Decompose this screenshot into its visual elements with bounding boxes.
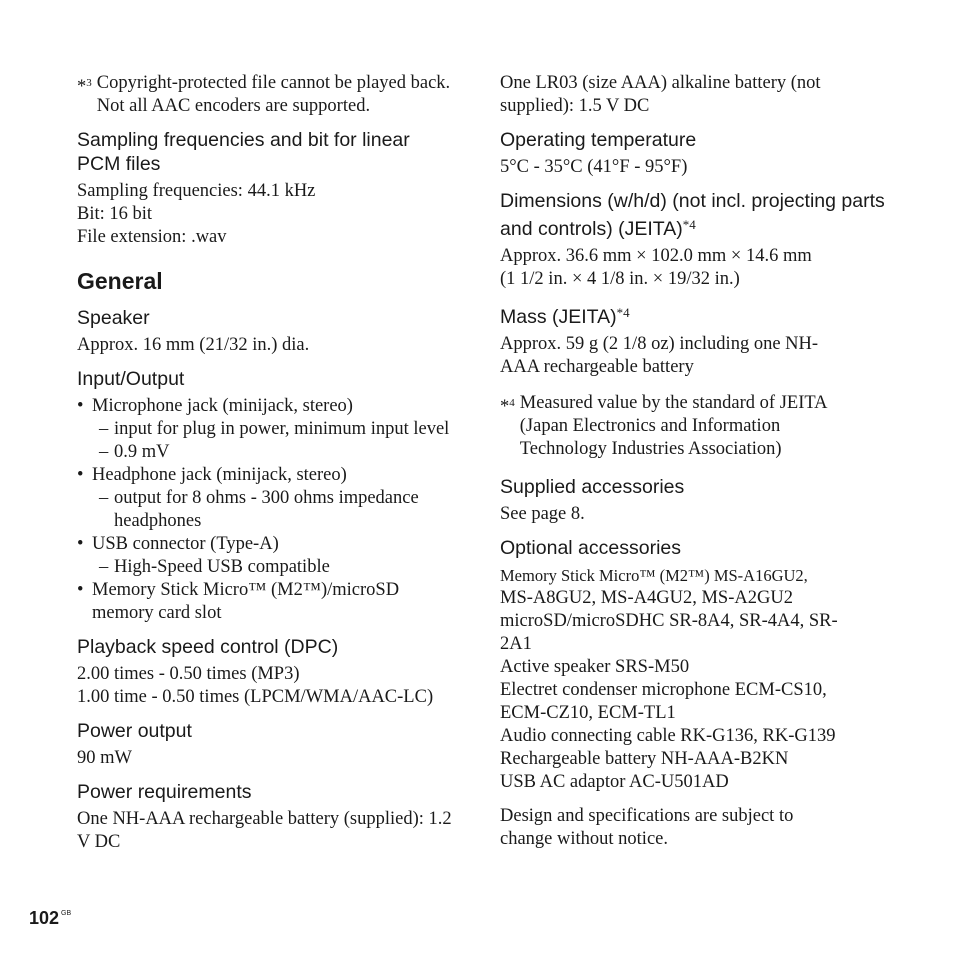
footnote-4	[500, 392, 890, 461]
power-output-heading: Power output	[77, 720, 192, 742]
power-output-text: 90 mW	[77, 748, 132, 768]
power-req-text: One NH-AAA rechargeable battery (supplied): 1.2 V DC	[77, 809, 452, 852]
footnote-mark: *$^4$	[500, 397, 515, 417]
io-subitem: – input for plug in power, minimum input level	[99, 418, 457, 441]
dimensions-line: Approx. 36.6 mm × 102.0 mm × 14.6 mm	[500, 246, 812, 266]
power-req-continued: One LR03 (size AAA) alkaline battery (not supplied): 1.5 V DC	[500, 73, 821, 116]
supplied-heading: Supplied accessories	[500, 476, 685, 498]
pcm-line: File extension: .wav	[77, 227, 227, 247]
optional-item: microSD/microSDHC SR-8A4, SR-4A4, SR-2A1	[500, 611, 838, 654]
footnote-mark: *$^3$	[77, 77, 92, 97]
speaker-text: Approx. 16 mm (21/32 in.) dia.	[77, 335, 310, 355]
right-column	[500, 70, 890, 851]
optional-list	[500, 564, 870, 794]
power-req-heading: Power requirements	[77, 781, 252, 803]
footnote-ref: *4	[616, 305, 630, 320]
dimensions-line: (1 1/2 in. × 4 1/8 in. × 19/32 in.)	[500, 269, 740, 289]
optional-item: Audio connecting cable RK-G136, RK-G139	[500, 726, 836, 746]
optional-item: USB AC adaptor AC-U501AD	[500, 772, 729, 792]
optional-item: Active speaker SRS-M50	[500, 657, 690, 677]
io-item: • Headphone jack (minijack, stereo) – output for 8 ohms - 300 ohms impedance headphones	[77, 464, 457, 533]
notice-text: Design and specifications are subject to change without notice.	[500, 806, 794, 849]
optional-item: Rechargeable battery NH-AAA-B2KN	[500, 749, 789, 769]
footnote-text: Copyright-protected file cannot be played back. Not all AAC encoders are supported.	[96, 73, 451, 116]
optional-item: Electret condenser microphone ECM-CS10, ECM-CZ10, ECM-TL1	[500, 680, 827, 723]
dpc-specs	[77, 663, 457, 709]
io-heading: Input/Output	[77, 368, 185, 390]
io-list	[77, 395, 457, 625]
optional-item: MS-A8GU2, MS-A4GU2, MS-A2GU2	[500, 588, 793, 608]
section-title-general: General	[77, 268, 163, 294]
pcm-line: Sampling frequencies: 44.1 kHz	[77, 181, 316, 201]
dimensions-specs	[500, 245, 890, 291]
io-item: • USB connector (Type-A) – High-Speed USB compatible	[77, 533, 457, 579]
region-code: GB	[61, 910, 72, 917]
pcm-line: Bit: 16 bit	[77, 204, 153, 224]
mass-heading: Mass (JEITA)$^{*4}$	[500, 305, 630, 328]
page-number: 102 $^{GB}$	[29, 908, 72, 928]
optional-heading: Optional accessories	[500, 537, 682, 559]
io-subitem: – 0.9 mV	[99, 441, 457, 464]
dpc-line: 2.00 times - 0.50 times (MP3)	[77, 664, 300, 684]
io-sublist	[92, 418, 457, 464]
speaker-heading: Speaker	[77, 307, 150, 329]
footnote-text: Measured value by the standard of JEITA (Japan Electronics and Information Technology Industries Association)	[519, 393, 827, 459]
io-item: • Microphone jack (minijack, stereo) – input for plug in power, minimum input level – 0.9 mV	[77, 395, 457, 464]
mass-text: Approx. 59 g (2 1/8 oz) including one NH-AAA rechargeable battery	[500, 334, 819, 377]
io-sublist	[92, 556, 457, 579]
footnote-3	[77, 72, 457, 118]
temp-text: 5°C - 35°C (41°F - 95°F)	[500, 157, 688, 177]
left-column	[77, 70, 457, 854]
io-item: • Memory Stick Micro™ (M2™)/microSD memory card slot	[77, 579, 457, 625]
io-subitem: – output for 8 ohms - 300 ohms impedance headphones	[99, 487, 457, 533]
dimensions-heading: Dimensions (w/h/d) (not incl. projecting parts and controls) (JEITA)$^{*4}$	[500, 190, 885, 240]
pcm-heading: Sampling frequencies and bit for linear PCM files	[77, 129, 410, 175]
io-subitem: – High-Speed USB compatible	[99, 556, 457, 579]
temp-heading: Operating temperature	[500, 129, 697, 151]
optional-item: Memory Stick Micro™ (M2™) MS-A16GU2,	[500, 566, 808, 585]
dpc-line: 1.00 time - 0.50 times (LPCM/WMA/AAC-LC)	[77, 687, 434, 707]
supplied-text: See page 8.	[500, 504, 585, 524]
dpc-heading: Playback speed control (DPC)	[77, 636, 339, 658]
pcm-specs	[77, 180, 457, 249]
footnote-ref: *4	[682, 217, 696, 232]
io-sublist	[92, 487, 457, 533]
